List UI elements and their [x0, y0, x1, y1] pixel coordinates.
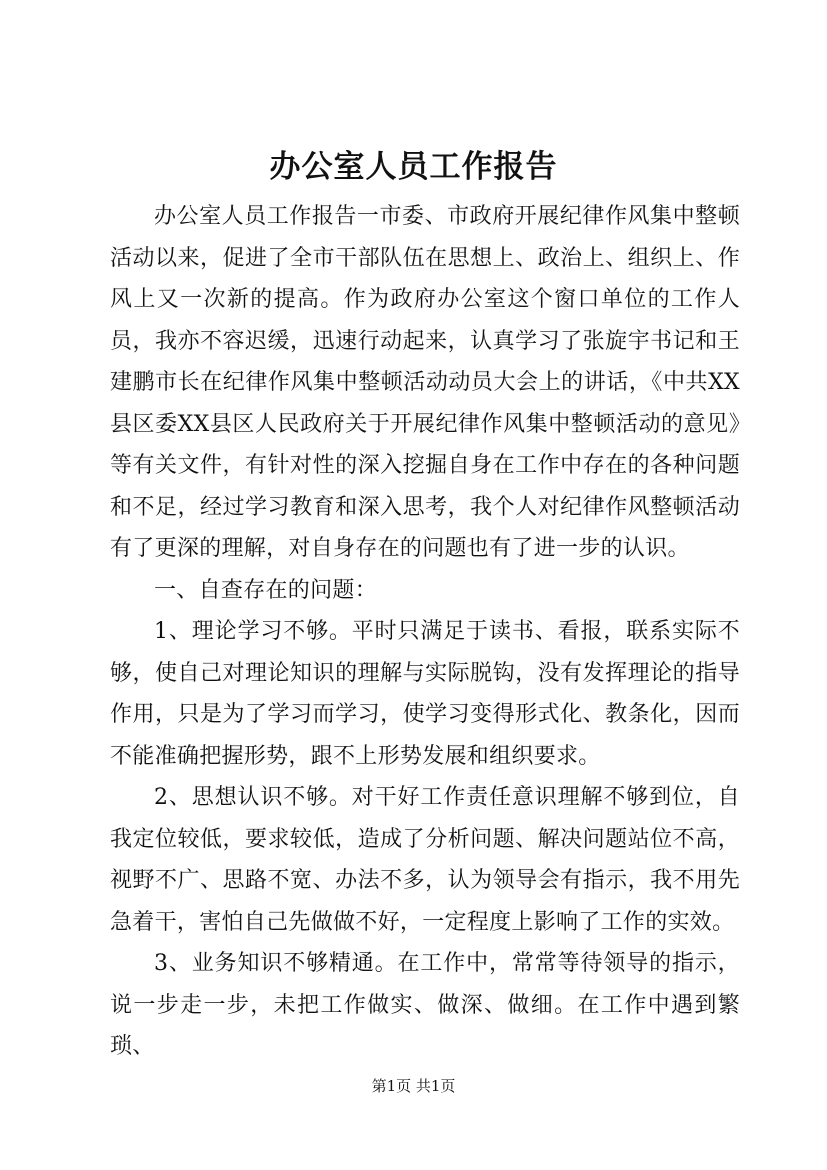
document-title: 办公室人员工作报告 — [269, 149, 558, 185]
paragraph-item-2: 2、思想认识不够。对干好工作责任意识理解不够到位，自我定位较低，要求较低，造成了分析问题、解决问题站位不高，视野不广、思路不宽、办法不多，认为领导会有指示，我不用先急着干，害怕自己先做做不好，一定程度上影响了工作的实效。 — [110, 785, 740, 935]
paragraph-intro: 办公室人员工作报告一市委、市政府开展纪律作风集中整顿活动以来，促进了全市干部队伍在思想上、政治上、组织上、作风上又一次新的提高。作为政府办公室这个窗口单位的工作人员，我亦不容迟缓，迅速行动起来，认真学习了张旋宇书记和王建鹏市长在纪律作风集中整顿活动动员大会上的讲话，《中共XX县区委XX县区人民政府关于开展纪律作风集中整顿活动的意见》等有关文件，有针对性的深入挖掘自身在工作中存在的各种问题和不足，经过学习教育和深入思考，我个人对纪律作风整顿活动有了更深的理解，对自身存在的问题也有了进一步的认识。 — [110, 204, 740, 561]
page-footer: 第1页 共1页 — [371, 1077, 456, 1095]
section-heading-problems: 一、自查存在的问题： — [154, 577, 378, 603]
document-body — [110, 196, 740, 1068]
paragraph-item-3: 3、业务知识不够精通。在工作中，常常等待领导的指示，说一步走一步，未把工作做实、做深、做细。在工作中遇到繁琐、 — [110, 951, 740, 1059]
paragraph-item-1: 1、理论学习不够。平时只满足于读书、看报，联系实际不够，使自己对理论知识的理解与实际脱钩，没有发挥理论的指导作用，只是为了学习而学习，使学习变得形式化、教条化，因而不能准确把握形势，跟不上形势发展和组织要求。 — [110, 619, 740, 769]
